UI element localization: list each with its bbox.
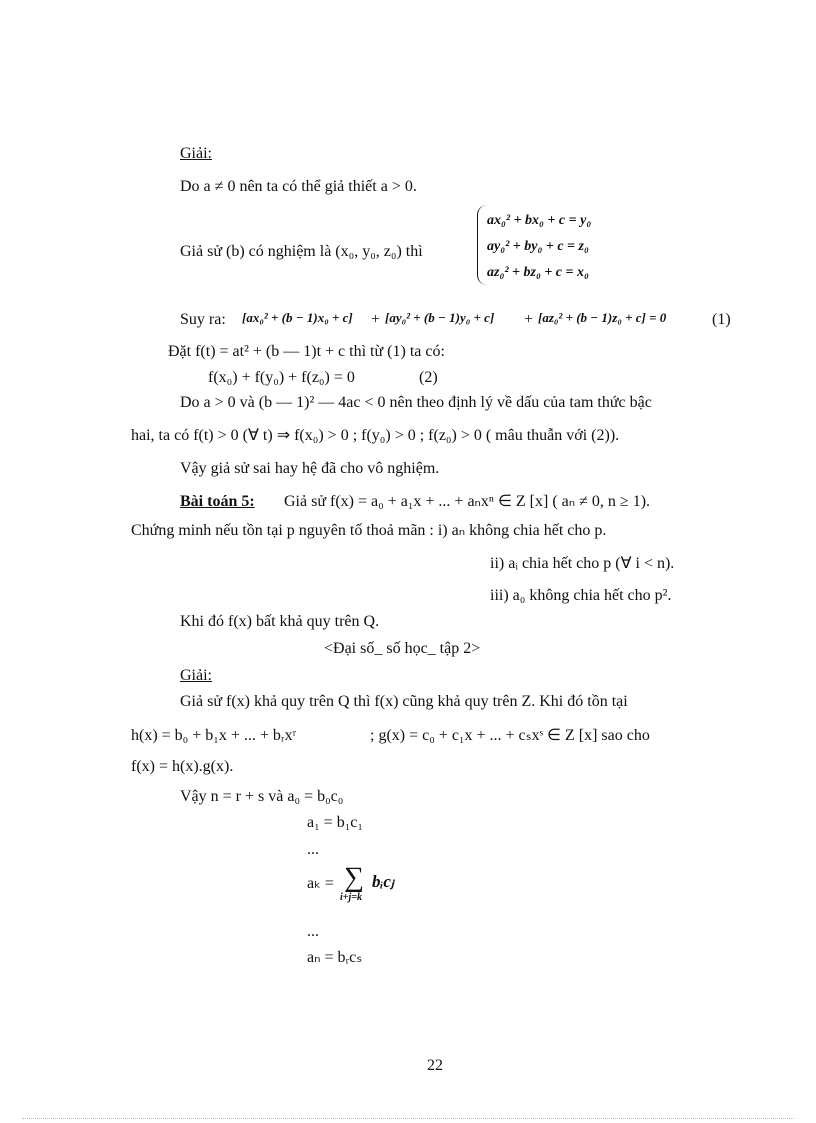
source-reference: <Đại số_ số học_ tập 2>	[324, 640, 481, 657]
coefficient-an: aₙ = bᵣcₛ	[307, 949, 363, 966]
bottom-divider	[22, 1118, 794, 1119]
suy-ra-plus-2: +	[524, 311, 534, 328]
equation-number-2: (2)	[419, 369, 438, 386]
coefficient-a1: a₁ = b₁c₁	[307, 814, 363, 831]
heading-giai-2: Giải:	[180, 667, 212, 684]
page-number: 22	[427, 1057, 443, 1074]
system-eq-2: ay₀² + by₀ + c = z₀	[487, 239, 589, 254]
problem-5-conclusion: Khi đó f(x) bất khả quy trên Q.	[180, 613, 380, 630]
paragraph-discriminant-1: Do a > 0 và (b — 1)² — 4ac < 0 nên theo định lý về dấu của tam thức bậc	[180, 394, 652, 411]
problem-5-line-2: Chứng minh nếu tồn tại p nguyên tố thoả mãn : i) aₙ không chia hết cho p.	[131, 522, 607, 539]
ellipsis-1: ...	[307, 841, 319, 858]
problem-5-title: Bài toán 5:	[180, 493, 255, 510]
paragraph-discriminant-2: hai, ta có f(t) > 0 (∀ t) ⇒ f(x₀) > 0 ; f(y₀) > 0 ; f(z₀) > 0 ( mâu thuẫn với (2)).	[131, 427, 620, 444]
suy-ra-term-1: [ax₀² + (b − 1)x₀ + c]	[242, 310, 353, 325]
condition-ii: ii) aᵢ chia hết cho p (∀ i < n).	[490, 555, 675, 572]
ellipsis-2: ...	[307, 923, 319, 940]
solution-f-product: f(x) = h(x).g(x).	[131, 758, 234, 775]
sigma-symbol: ∑	[344, 862, 364, 893]
solution-g-definition: ; g(x) = c₀ + c₁x + ... + cₛxˢ ∈ Z [x] sao cho	[370, 727, 650, 744]
paragraph-assume-a-positive: Do a ≠ 0 nên ta có thể giả thiết a > 0.	[180, 178, 417, 195]
sigma-term: bᵢcⱼ	[372, 872, 394, 891]
paragraph-conclusion-no-solution: Vậy giả sử sai hay hệ đã cho vô nghiệm.	[180, 460, 440, 477]
definition-f: Đặt f(t) = at² + (b — 1)t + c thì từ (1) ta có:	[168, 343, 445, 360]
solution-line-1: Giả sử f(x) khả quy trên Q thì f(x) cũng khả quy trên Z. Khi đó tồn tại	[180, 693, 628, 710]
heading-giai-1: Giải:	[180, 145, 212, 162]
paragraph-suppose-solution: Giả sử (b) có nghiệm là (x₀, y₀, z₀) thì	[180, 243, 423, 260]
suy-ra-term-2: [ay₀² + (b − 1)y₀ + c]	[385, 310, 495, 325]
equation-2: f(x₀) + f(y₀) + f(z₀) = 0	[208, 369, 355, 386]
solution-h-definition: h(x) = b₀ + b₁x + ... + bᵣxʳ	[131, 727, 297, 744]
suy-ra-term-3: [az₀² + (b − 1)z₀ + c] = 0	[538, 310, 667, 325]
sigma-index: i+j=k	[340, 892, 362, 903]
equation-number-1: (1)	[712, 311, 731, 328]
suy-ra-label: Suy ra:	[180, 311, 226, 328]
system-eq-1: ax₀² + bx₀ + c = y₀	[487, 213, 592, 228]
solution-degree-relation: Vậy n = r + s và a₀ = b₀c₀	[180, 788, 344, 805]
system-eq-3: az₀² + bz₀ + c = x₀	[487, 265, 589, 280]
coefficient-ak-lhs: aₖ =	[307, 875, 334, 892]
suy-ra-plus-1: +	[371, 311, 381, 328]
problem-5-statement: Giả sử f(x) = a₀ + a₁x + ... + aₙxⁿ ∈ Z [x] ( aₙ ≠ 0, n ≥ 1).	[284, 493, 651, 510]
condition-iii: iii) a₀ không chia hết cho p².	[490, 587, 672, 604]
